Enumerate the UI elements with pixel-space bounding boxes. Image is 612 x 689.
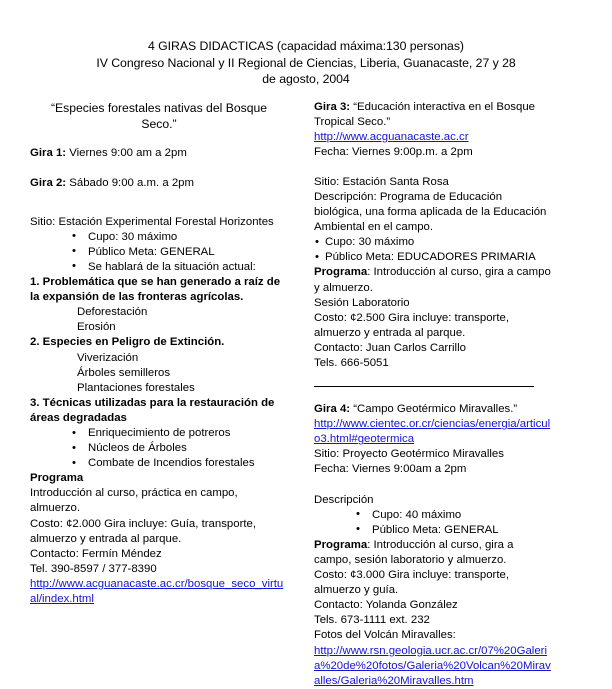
left-bullet-list-2	[30, 426, 288, 471]
gira4-programa	[314, 538, 552, 568]
gira4-fotos-url-link[interactable]: http://www.rsn.geologia.ucr.ac.cr/07%20Galeria%20de%20fotos/Galeria%20Volcan%20Miravalles/Galeria%20Miravalles.htm	[314, 644, 551, 687]
list-item: • Cupo: 30 máximo	[30, 230, 288, 245]
gira3-label: Gira 3:	[314, 100, 351, 113]
gira4-descripcion-label: Descripción	[314, 493, 374, 506]
header-line-3: de agosto, 2004	[262, 72, 350, 86]
document-header	[30, 38, 582, 88]
list-item: • Cupo: 30 máximo	[314, 235, 552, 250]
gira3-descripcion: Descripción: Programa de Educación biológica, una forma aplicada de la Educación Ambiental en el campo.	[314, 190, 547, 234]
spacer	[30, 191, 288, 215]
left-contacto: Contacto: Fermín Méndez	[30, 547, 162, 560]
gira4-fotos-label: Fotos del Volcán Miravalles:	[314, 629, 456, 642]
list-item: • Cupo: 40 máximo	[314, 508, 552, 523]
spacer	[314, 387, 552, 402]
left-url-link[interactable]: http://www.acguanacaste.ac.cr/bosque_seco_virtual/index.html	[30, 577, 284, 606]
left-costo: Costo: ¢2.000 Gira incluye: Guía, transporte, almuerzo y entrada al parque.	[30, 517, 257, 545]
gira3-url-link[interactable]: http://www.acguanacaste.ac.cr	[314, 130, 469, 143]
gira1-line	[30, 146, 288, 161]
gira4-fecha: Fecha: Viernes 9:00am a 2pm	[314, 463, 467, 476]
spacer	[30, 161, 288, 176]
gira3-title: “Educación interactiva en el Bosque Tropical Seco.”	[314, 100, 535, 128]
left-subitem: Deforestación	[77, 306, 148, 319]
left-subitem: Árboles semilleros	[77, 366, 171, 379]
gira3-programa-label: Programa	[314, 266, 368, 279]
gira3-heading	[314, 100, 552, 130]
list-item: • Núcleos de Árboles	[30, 441, 288, 456]
gira2-text: Sábado 9:00 a.m. a 2pm	[66, 176, 195, 189]
left-heading-2: 2. Especies en Peligro de Extinción.	[30, 336, 225, 349]
gira2-label: Gira 2:	[30, 176, 67, 189]
gira3-programa	[314, 265, 552, 295]
gira4-label: Gira 4:	[314, 403, 351, 416]
gira1-label: Gira 1:	[30, 146, 67, 159]
spacer	[314, 478, 552, 493]
list-item: • Combate de Incendios forestales	[30, 456, 288, 471]
gira4-sitio: Sitio: Proyecto Geotérmico Miravalles	[314, 448, 504, 461]
gira4-tels: Tels. 673-1111 ext. 232	[314, 614, 430, 627]
gira4-contacto: Contacto: Yolanda González	[314, 599, 458, 612]
gira3-sitio: Sitio: Estación Santa Rosa	[314, 175, 449, 188]
right-column	[314, 100, 552, 689]
left-bullet-list-1	[30, 230, 288, 275]
gira4-url-link[interactable]: http://www.cientec.or.cr/ciencias/energia/articulo3.html#geotermica	[314, 418, 551, 446]
gira4-costo: Costo: ¢3.000 Gira incluye: transporte, almuerzo y guía.	[314, 569, 510, 597]
list-item: • Enriquecimiento de potreros	[30, 426, 288, 441]
left-section-title: “Especies forestales nativas del Bosque Seco.”	[50, 100, 268, 131]
left-subitem: Viverización	[77, 351, 139, 364]
gira4-programa-text: : Introducción al curso, gira a campo, sesión laboratorio y almuerzo.	[314, 538, 514, 566]
gira3-fecha: Fecha: Viernes 9:00p.m. a 2pm	[314, 145, 473, 158]
gira4-title: “Campo Geotérmico Miravalles.”	[350, 403, 518, 416]
gira4-bullet-list	[314, 508, 552, 538]
spacer	[314, 371, 552, 386]
left-telephone: Tel. 390-8597 / 377-8390	[30, 562, 157, 575]
left-subitem: Erosión	[77, 321, 116, 334]
gira2-line	[30, 176, 288, 191]
gira4-heading	[314, 402, 552, 417]
left-heading-1: 1. Problemática que se han generado a raíz de la expansión de las fronteras agrícolas.	[30, 276, 281, 304]
left-column	[30, 100, 288, 608]
gira3-programa-text: : Introducción al curso, gira a campo y almuerzo.	[314, 266, 551, 294]
left-subitem: Plantaciones forestales	[77, 381, 195, 394]
gira3-tels: Tels. 666-5051	[314, 357, 389, 369]
list-item: • Público Meta: EDUCADORES PRIMARIA	[314, 250, 552, 265]
list-item: • Se hablará de la situación actual:	[30, 260, 288, 275]
spacer	[314, 160, 552, 175]
two-column-layout	[30, 100, 582, 689]
header-line-2: IV Congreso Nacional y II Regional de Ciencias, Liberia, Guanacaste, 27 y 28	[96, 55, 516, 70]
gira1-text: Viernes 9:00 am a 2pm	[66, 146, 187, 159]
gira3-costo: Costo: ¢2.500 Gira incluye: transporte, almuerzo y entrada al parque.	[314, 311, 510, 339]
gira3-contacto: Contacto: Juan Carlos Carrillo	[314, 341, 466, 354]
gira4-programa-label: Programa	[314, 538, 368, 551]
left-sitio: Sitio: Estación Experimental Forestal Horizontes	[30, 215, 274, 228]
list-item: • Público Meta: GENERAL	[314, 523, 552, 538]
left-heading-3: 3. Técnicas utilizadas para la restauración de áreas degradadas	[30, 396, 275, 424]
list-item: • Público Meta: GENERAL	[30, 245, 288, 260]
gira3-bullet-list	[314, 235, 552, 265]
left-programa-text: Introducción al curso, práctica en campo, almuerzo.	[30, 487, 238, 515]
left-programa-label: Programa	[30, 472, 84, 485]
header-line-1: 4 GIRAS DIDACTICAS (capacidad máxima:130 personas)	[148, 39, 464, 53]
gira3-sesion: Sesión Laboratorio	[314, 296, 410, 309]
